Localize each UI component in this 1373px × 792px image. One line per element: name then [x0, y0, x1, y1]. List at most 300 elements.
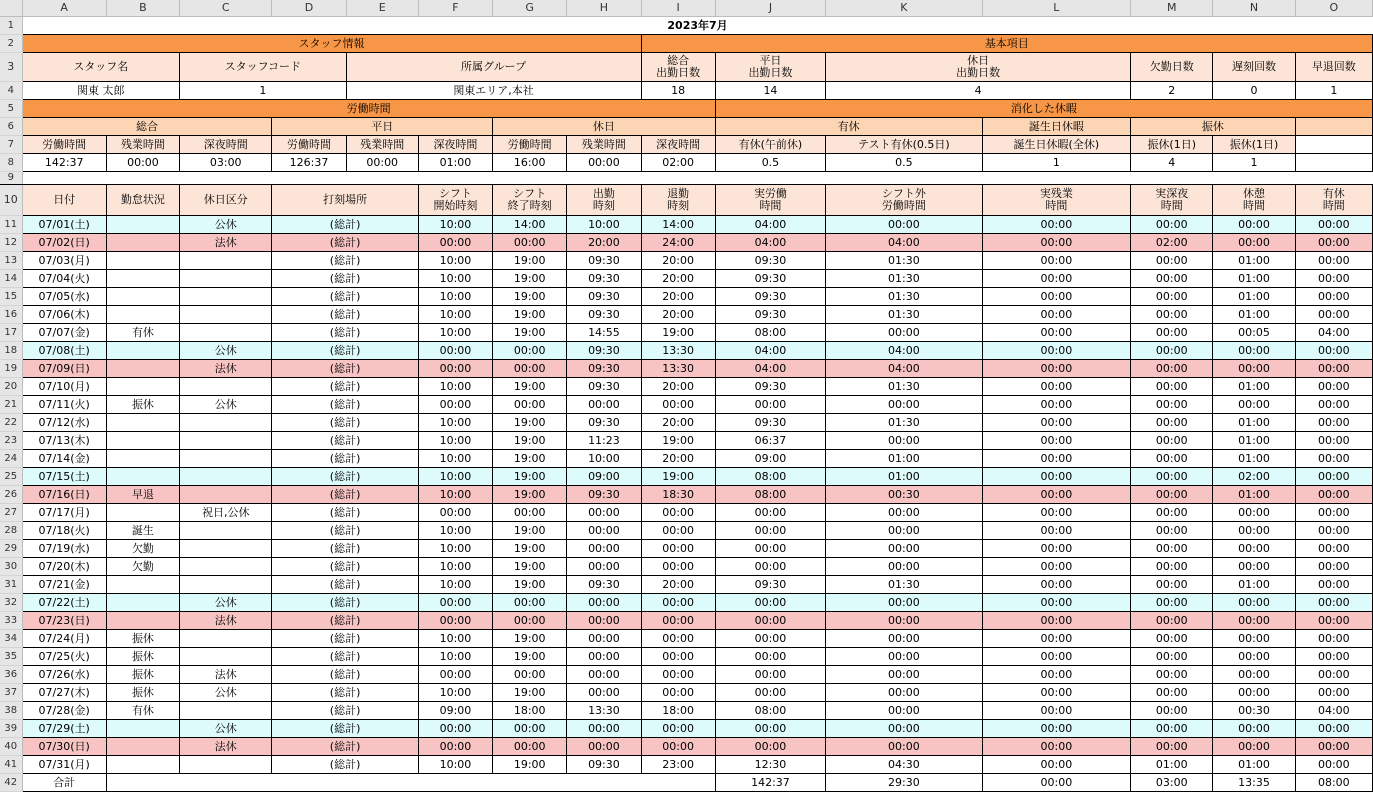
detail-column-header[interactable]: シフト外 労働時間	[826, 185, 983, 216]
daily-cell[interactable]: 00:00	[1131, 468, 1213, 486]
daily-cell[interactable]: 00:00	[715, 522, 825, 540]
work-subheader[interactable]: 深夜時間	[418, 136, 492, 154]
daily-cell[interactable]: 14:00	[641, 216, 715, 234]
select-all-corner[interactable]	[0, 0, 22, 17]
empty-cell[interactable]	[106, 774, 715, 792]
daily-cell[interactable]: 00:00	[1295, 468, 1372, 486]
daily-cell[interactable]: 07/09(日)	[22, 360, 106, 378]
daily-cell[interactable]: 00:00	[1131, 684, 1213, 702]
row-header[interactable]: 42	[0, 774, 22, 792]
daily-cell[interactable]: 00:00	[826, 702, 983, 720]
detail-column-header[interactable]: 休日区分	[180, 185, 272, 216]
daily-cell[interactable]	[106, 450, 179, 468]
total-value[interactable]: 03:00	[1131, 774, 1213, 792]
daily-cell[interactable]: 00:00	[567, 540, 641, 558]
daily-cell[interactable]: 00:00	[1131, 252, 1213, 270]
daily-cell[interactable]: 00:00	[418, 666, 492, 684]
daily-cell[interactable]: 00:00	[715, 684, 825, 702]
work-subheader[interactable]: 労働時間	[493, 136, 567, 154]
daily-cell[interactable]: 00:00	[1131, 648, 1213, 666]
daily-cell[interactable]: 00:00	[493, 396, 567, 414]
daily-cell[interactable]: 01:00	[1213, 288, 1295, 306]
daily-cell[interactable]: 19:00	[493, 648, 567, 666]
daily-cell[interactable]: 00:00	[641, 648, 715, 666]
daily-cell[interactable]: 00:30	[826, 486, 983, 504]
row-header[interactable]: 30	[0, 558, 22, 576]
daily-cell[interactable]: 19:00	[493, 756, 567, 774]
work-value[interactable]: 00:00	[106, 154, 179, 172]
empty-cell[interactable]	[1295, 136, 1372, 154]
daily-cell[interactable]: 01:00	[1213, 306, 1295, 324]
detail-column-header[interactable]: 実残業 時間	[982, 185, 1130, 216]
daily-cell[interactable]: 00:00	[1131, 522, 1213, 540]
daily-cell[interactable]: 09:30	[567, 288, 641, 306]
daily-cell[interactable]: 00:00	[982, 738, 1130, 756]
work-subheader[interactable]: 残業時間	[567, 136, 641, 154]
daily-cell[interactable]: 00:00	[982, 504, 1130, 522]
daily-cell[interactable]: 00:00	[982, 522, 1130, 540]
daily-cell[interactable]: 07/26(水)	[22, 666, 106, 684]
daily-cell[interactable]: 02:00	[1213, 468, 1295, 486]
basic-item-value[interactable]: 18	[641, 82, 715, 100]
daily-cell[interactable]: 00:00	[1295, 270, 1372, 288]
daily-cell[interactable]: 19:00	[641, 324, 715, 342]
daily-cell[interactable]: 10:00	[418, 450, 492, 468]
daily-cell[interactable]: 09:30	[567, 342, 641, 360]
row-header[interactable]: 37	[0, 684, 22, 702]
daily-cell[interactable]	[106, 252, 179, 270]
daily-cell[interactable]	[180, 576, 272, 594]
daily-cell[interactable]: 振休	[106, 648, 179, 666]
row-header[interactable]: 16	[0, 306, 22, 324]
daily-cell[interactable]: 07/15(土)	[22, 468, 106, 486]
daily-cell[interactable]: 公休	[180, 342, 272, 360]
daily-cell[interactable]: 00:00	[982, 648, 1130, 666]
column-header[interactable]: E	[346, 0, 418, 17]
row-header[interactable]: 15	[0, 288, 22, 306]
daily-cell[interactable]: 00:00	[1213, 612, 1295, 630]
daily-cell[interactable]: 01:00	[1213, 378, 1295, 396]
daily-cell[interactable]: 00:00	[1213, 504, 1295, 522]
daily-cell[interactable]: 00:00	[641, 630, 715, 648]
daily-cell[interactable]: 01:30	[826, 414, 983, 432]
daily-cell[interactable]: 00:00	[982, 702, 1130, 720]
daily-cell[interactable]	[180, 630, 272, 648]
daily-cell[interactable]: 00:00	[1131, 738, 1213, 756]
daily-cell[interactable]: 09:00	[418, 702, 492, 720]
daily-cell[interactable]: 公休	[180, 684, 272, 702]
work-value[interactable]: 126:37	[272, 154, 346, 172]
daily-cell[interactable]: 00:00	[1295, 738, 1372, 756]
daily-cell[interactable]: 00:00	[1131, 342, 1213, 360]
daily-cell[interactable]: (総計)	[272, 558, 418, 576]
daily-cell[interactable]: 00:00	[826, 738, 983, 756]
work-value[interactable]: 03:00	[180, 154, 272, 172]
daily-cell[interactable]: 00:00	[1295, 252, 1372, 270]
column-header[interactable]: J	[715, 0, 825, 17]
basic-item-label[interactable]: 平日 出勤日数	[715, 53, 825, 82]
daily-cell[interactable]	[106, 612, 179, 630]
daily-cell[interactable]: (総計)	[272, 684, 418, 702]
daily-cell[interactable]: 00:00	[1295, 414, 1372, 432]
daily-cell[interactable]: 00:00	[1295, 216, 1372, 234]
leave-group-label[interactable]: 誕生日休暇	[982, 118, 1130, 136]
basic-item-value[interactable]: 1	[1295, 82, 1372, 100]
daily-cell[interactable]: 00:00	[826, 720, 983, 738]
daily-cell[interactable]: 00:00	[1131, 540, 1213, 558]
daily-cell[interactable]: 01:30	[826, 306, 983, 324]
daily-cell[interactable]: 19:00	[493, 432, 567, 450]
leave-value[interactable]: 0.5	[715, 154, 825, 172]
daily-cell[interactable]: (総計)	[272, 756, 418, 774]
daily-cell[interactable]: 01:30	[826, 270, 983, 288]
daily-cell[interactable]: 01:00	[826, 468, 983, 486]
daily-cell[interactable]: 00:00	[1295, 576, 1372, 594]
daily-cell[interactable]: 10:00	[418, 432, 492, 450]
daily-cell[interactable]	[180, 450, 272, 468]
daily-cell[interactable]: 19:00	[493, 486, 567, 504]
daily-cell[interactable]: 07/05(水)	[22, 288, 106, 306]
daily-cell[interactable]	[180, 522, 272, 540]
column-header[interactable]: M	[1131, 0, 1213, 17]
daily-cell[interactable]: (総計)	[272, 360, 418, 378]
daily-cell[interactable]	[106, 414, 179, 432]
daily-cell[interactable]: 08:00	[715, 702, 825, 720]
daily-cell[interactable]: 00:00	[1131, 504, 1213, 522]
daily-cell[interactable]: 07/29(土)	[22, 720, 106, 738]
daily-cell[interactable]: 有休	[106, 324, 179, 342]
daily-cell[interactable]: 00:00	[715, 558, 825, 576]
column-header[interactable]: L	[982, 0, 1130, 17]
daily-cell[interactable]: 00:00	[1213, 594, 1295, 612]
daily-cell[interactable]: (総計)	[272, 306, 418, 324]
daily-cell[interactable]: 00:00	[641, 594, 715, 612]
work-subheader[interactable]: 深夜時間	[180, 136, 272, 154]
daily-cell[interactable]: 00:00	[493, 360, 567, 378]
row-header[interactable]: 28	[0, 522, 22, 540]
daily-cell[interactable]: 00:00	[1131, 450, 1213, 468]
row-header[interactable]: 39	[0, 720, 22, 738]
daily-cell[interactable]: 10:00	[418, 684, 492, 702]
row-header[interactable]: 17	[0, 324, 22, 342]
daily-cell[interactable]: 00:00	[493, 594, 567, 612]
column-header[interactable]: B	[106, 0, 179, 17]
daily-cell[interactable]: 07/21(金)	[22, 576, 106, 594]
row-header[interactable]: 12	[0, 234, 22, 252]
daily-cell[interactable]: 00:00	[567, 396, 641, 414]
column-header[interactable]: O	[1295, 0, 1372, 17]
daily-cell[interactable]: 00:00	[641, 720, 715, 738]
daily-cell[interactable]: 00:00	[567, 666, 641, 684]
daily-cell[interactable]: 00:00	[982, 288, 1130, 306]
daily-cell[interactable]: 09:30	[567, 360, 641, 378]
daily-cell[interactable]: 19:00	[641, 468, 715, 486]
daily-cell[interactable]: 00:00	[418, 720, 492, 738]
basic-item-value[interactable]: 4	[826, 82, 1131, 100]
row-header[interactable]: 9	[0, 172, 22, 185]
daily-cell[interactable]: 09:30	[567, 756, 641, 774]
daily-cell[interactable]: 10:00	[418, 324, 492, 342]
leave-subheader[interactable]: 誕生日休暇(全休)	[982, 136, 1130, 154]
daily-cell[interactable]: (総計)	[272, 342, 418, 360]
daily-cell[interactable]: 00:00	[826, 540, 983, 558]
work-subheader[interactable]: 労働時間	[22, 136, 106, 154]
daily-cell[interactable]: 09:00	[715, 450, 825, 468]
daily-cell[interactable]: 00:00	[1131, 378, 1213, 396]
row-header[interactable]: 33	[0, 612, 22, 630]
daily-cell[interactable]: 07/07(金)	[22, 324, 106, 342]
daily-cell[interactable]: 19:00	[493, 468, 567, 486]
daily-cell[interactable]: 00:00	[1213, 216, 1295, 234]
daily-cell[interactable]: 00:00	[1131, 666, 1213, 684]
detail-column-header[interactable]: 出勤 時刻	[567, 185, 641, 216]
column-header[interactable]: D	[272, 0, 346, 17]
daily-cell[interactable]: 早退	[106, 486, 179, 504]
daily-cell[interactable]: 00:00	[826, 216, 983, 234]
work-subheader[interactable]: 労働時間	[272, 136, 346, 154]
daily-cell[interactable]: (総計)	[272, 720, 418, 738]
daily-cell[interactable]: 01:30	[826, 288, 983, 306]
work-group-label[interactable]: 総合	[22, 118, 272, 136]
daily-cell[interactable]: (総計)	[272, 576, 418, 594]
daily-cell[interactable]	[180, 486, 272, 504]
daily-cell[interactable]: 07/22(土)	[22, 594, 106, 612]
daily-cell[interactable]: 00:30	[1213, 702, 1295, 720]
column-header[interactable]: K	[826, 0, 983, 17]
daily-cell[interactable]: 00:00	[1131, 720, 1213, 738]
daily-cell[interactable]: 00:00	[567, 594, 641, 612]
daily-cell[interactable]: 00:00	[1131, 360, 1213, 378]
daily-cell[interactable]: 00:00	[1131, 612, 1213, 630]
daily-cell[interactable]: 法休	[180, 360, 272, 378]
daily-cell[interactable]: 09:30	[715, 288, 825, 306]
daily-cell[interactable]: 13:30	[567, 702, 641, 720]
daily-cell[interactable]: 00:00	[418, 396, 492, 414]
row-header[interactable]: 1	[0, 17, 22, 35]
daily-cell[interactable]: 00:00	[1131, 216, 1213, 234]
daily-cell[interactable]: 00:00	[826, 612, 983, 630]
daily-cell[interactable]: 11:23	[567, 432, 641, 450]
daily-cell[interactable]: (総計)	[272, 504, 418, 522]
daily-cell[interactable]	[180, 252, 272, 270]
detail-column-header[interactable]: シフト 開始時刻	[418, 185, 492, 216]
daily-cell[interactable]: 08:00	[715, 486, 825, 504]
daily-cell[interactable]: 19:00	[493, 576, 567, 594]
daily-cell[interactable]: 法休	[180, 738, 272, 756]
daily-cell[interactable]: 10:00	[418, 270, 492, 288]
row-header[interactable]: 19	[0, 360, 22, 378]
daily-cell[interactable]: 01:00	[1213, 414, 1295, 432]
daily-cell[interactable]: 00:00	[982, 486, 1130, 504]
daily-cell[interactable]: 10:00	[418, 630, 492, 648]
daily-cell[interactable]: 20:00	[641, 450, 715, 468]
leave-subheader[interactable]: 有休(午前休)	[715, 136, 825, 154]
column-header[interactable]: A	[22, 0, 106, 17]
daily-cell[interactable]	[180, 270, 272, 288]
daily-cell[interactable]: 00:00	[1213, 234, 1295, 252]
daily-cell[interactable]: 00:00	[567, 648, 641, 666]
daily-cell[interactable]: 10:00	[418, 378, 492, 396]
daily-cell[interactable]: 07/12(水)	[22, 414, 106, 432]
staff-code-value[interactable]: 1	[180, 82, 347, 100]
detail-column-header[interactable]: 実深夜 時間	[1131, 185, 1213, 216]
daily-cell[interactable]: 00:00	[493, 342, 567, 360]
total-value[interactable]: 29:30	[826, 774, 983, 792]
daily-cell[interactable]: 00:00	[826, 396, 983, 414]
daily-cell[interactable]: 09:30	[715, 378, 825, 396]
daily-cell[interactable]: 法休	[180, 666, 272, 684]
daily-cell[interactable]: (総計)	[272, 540, 418, 558]
daily-cell[interactable]: 20:00	[641, 306, 715, 324]
daily-cell[interactable]: 00:00	[641, 738, 715, 756]
daily-cell[interactable]: 公休	[180, 216, 272, 234]
daily-cell[interactable]: 00:00	[715, 396, 825, 414]
daily-cell[interactable]: 00:00	[1295, 342, 1372, 360]
basic-item-label[interactable]: 早退回数	[1295, 53, 1372, 82]
daily-cell[interactable]: 13:30	[641, 360, 715, 378]
daily-cell[interactable]: 10:00	[418, 414, 492, 432]
row-header[interactable]: 32	[0, 594, 22, 612]
daily-cell[interactable]: 07/14(金)	[22, 450, 106, 468]
row-header[interactable]: 31	[0, 576, 22, 594]
daily-cell[interactable]: (総計)	[272, 414, 418, 432]
daily-cell[interactable]: 19:00	[493, 324, 567, 342]
daily-cell[interactable]: 00:00	[826, 504, 983, 522]
row-header[interactable]: 34	[0, 630, 22, 648]
daily-cell[interactable]: 07/08(土)	[22, 342, 106, 360]
daily-cell[interactable]: 00:00	[1295, 306, 1372, 324]
daily-cell[interactable]: 14:00	[493, 216, 567, 234]
daily-cell[interactable]: 01:30	[826, 576, 983, 594]
daily-cell[interactable]: 祝日,公休	[180, 504, 272, 522]
daily-cell[interactable]: 00:00	[567, 630, 641, 648]
basic-item-value[interactable]: 14	[715, 82, 825, 100]
daily-cell[interactable]: 19:00	[493, 522, 567, 540]
daily-cell[interactable]: 00:00	[1295, 558, 1372, 576]
daily-cell[interactable]: 00:00	[982, 306, 1130, 324]
daily-cell[interactable]: 01:00	[1213, 576, 1295, 594]
group-value[interactable]: 関東エリア,本社	[346, 82, 641, 100]
daily-cell[interactable]: 09:30	[715, 306, 825, 324]
leave-subheader[interactable]: テスト有休(0.5日)	[826, 136, 983, 154]
daily-cell[interactable]: 00:00	[567, 522, 641, 540]
daily-cell[interactable]: 20:00	[641, 378, 715, 396]
daily-cell[interactable]: 00:00	[982, 684, 1130, 702]
daily-cell[interactable]: 00:00	[1295, 396, 1372, 414]
daily-cell[interactable]: 00:00	[1131, 396, 1213, 414]
column-header[interactable]: I	[641, 0, 715, 17]
daily-cell[interactable]: 01:00	[1213, 432, 1295, 450]
daily-cell[interactable]: 00:00	[982, 414, 1130, 432]
daily-cell[interactable]: 07/25(火)	[22, 648, 106, 666]
daily-cell[interactable]: 20:00	[567, 234, 641, 252]
daily-cell[interactable]: 00:00	[1131, 486, 1213, 504]
daily-cell[interactable]: 00:00	[418, 612, 492, 630]
basic-item-label[interactable]: 欠勤日数	[1131, 53, 1213, 82]
leave-value[interactable]: 1	[982, 154, 1130, 172]
daily-cell[interactable]: 10:00	[567, 216, 641, 234]
daily-cell[interactable]	[106, 288, 179, 306]
daily-cell[interactable]: 18:00	[641, 702, 715, 720]
daily-cell[interactable]: 00:00	[1295, 450, 1372, 468]
daily-cell[interactable]: 09:30	[567, 252, 641, 270]
daily-cell[interactable]: 07/10(月)	[22, 378, 106, 396]
daily-cell[interactable]: 07/02(日)	[22, 234, 106, 252]
daily-cell[interactable]: 09:30	[567, 270, 641, 288]
total-value[interactable]: 08:00	[1295, 774, 1372, 792]
daily-cell[interactable]: 09:30	[715, 576, 825, 594]
work-value[interactable]: 00:00	[346, 154, 418, 172]
daily-cell[interactable]: 01:00	[1213, 756, 1295, 774]
daily-cell[interactable]: 00:00	[1131, 702, 1213, 720]
daily-cell[interactable]: 00:00	[1131, 558, 1213, 576]
daily-cell[interactable]: 07/19(水)	[22, 540, 106, 558]
basic-items-header[interactable]: 基本項目	[641, 35, 1372, 53]
daily-cell[interactable]: 09:30	[715, 270, 825, 288]
daily-cell[interactable]: 19:00	[641, 432, 715, 450]
basic-item-value[interactable]: 2	[1131, 82, 1213, 100]
daily-cell[interactable]: 07/20(木)	[22, 558, 106, 576]
daily-cell[interactable]: 00:00	[1295, 684, 1372, 702]
daily-cell[interactable]: 00:00	[982, 540, 1130, 558]
work-value[interactable]: 00:00	[567, 154, 641, 172]
column-header[interactable]: H	[567, 0, 641, 17]
daily-cell[interactable]: 20:00	[641, 576, 715, 594]
daily-cell[interactable]: 12:30	[715, 756, 825, 774]
daily-cell[interactable]: 00:00	[826, 558, 983, 576]
daily-cell[interactable]	[106, 594, 179, 612]
daily-cell[interactable]: 00:00	[982, 450, 1130, 468]
daily-cell[interactable]: 00:00	[826, 666, 983, 684]
daily-cell[interactable]: 09:30	[567, 486, 641, 504]
work-value[interactable]: 02:00	[641, 154, 715, 172]
daily-cell[interactable]: 19:00	[493, 306, 567, 324]
daily-cell[interactable]: 06:37	[715, 432, 825, 450]
staff-code-label[interactable]: スタッフコード	[180, 53, 347, 82]
daily-cell[interactable]: 19:00	[493, 414, 567, 432]
daily-cell[interactable]: 09:30	[715, 414, 825, 432]
daily-cell[interactable]: 00:00	[418, 234, 492, 252]
daily-cell[interactable]: 10:00	[418, 522, 492, 540]
daily-cell[interactable]: 00:00	[826, 630, 983, 648]
daily-cell[interactable]: 00:00	[567, 738, 641, 756]
daily-cell[interactable]: 00:00	[715, 594, 825, 612]
daily-cell[interactable]: 10:00	[418, 486, 492, 504]
daily-cell[interactable]: (総計)	[272, 630, 418, 648]
daily-cell[interactable]: (総計)	[272, 270, 418, 288]
daily-cell[interactable]: 07/03(月)	[22, 252, 106, 270]
basic-item-value[interactable]: 0	[1213, 82, 1295, 100]
daily-cell[interactable]: 00:00	[1131, 270, 1213, 288]
daily-cell[interactable]	[106, 378, 179, 396]
daily-cell[interactable]: 07/06(木)	[22, 306, 106, 324]
daily-cell[interactable]: 00:00	[826, 594, 983, 612]
daily-cell[interactable]	[180, 648, 272, 666]
daily-cell[interactable]: 10:00	[418, 288, 492, 306]
daily-cell[interactable]: 00:00	[1213, 720, 1295, 738]
daily-cell[interactable]: 19:00	[493, 540, 567, 558]
daily-cell[interactable]: 00:00	[982, 270, 1130, 288]
daily-cell[interactable]: 07/24(月)	[22, 630, 106, 648]
daily-cell[interactable]: 00:00	[1295, 360, 1372, 378]
daily-cell[interactable]: 00:00	[567, 504, 641, 522]
total-label[interactable]: 合計	[22, 774, 106, 792]
daily-cell[interactable]: 20:00	[641, 414, 715, 432]
staff-info-header[interactable]: スタッフ情報	[22, 35, 641, 53]
row-header[interactable]: 2	[0, 35, 22, 53]
basic-item-label[interactable]: 遅刻回数	[1213, 53, 1295, 82]
daily-cell[interactable]: 00:00	[715, 738, 825, 756]
